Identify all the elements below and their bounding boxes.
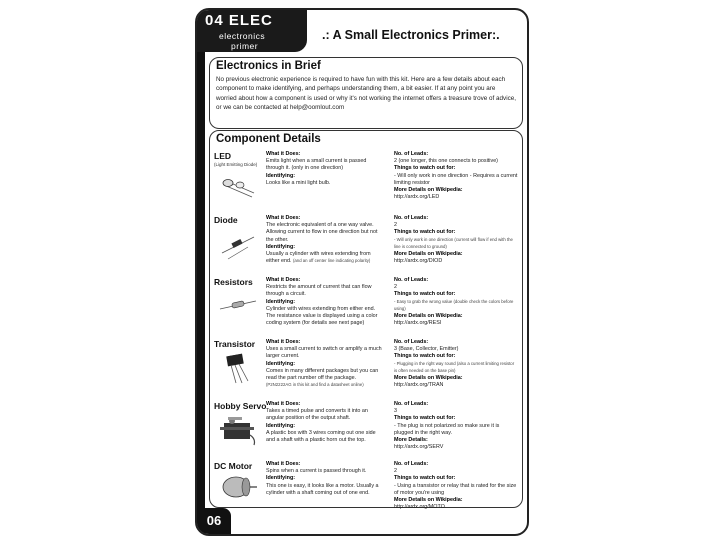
leads-label: No. of Leads: — [394, 461, 429, 467]
component-diode — [214, 215, 518, 275]
watch-label: Things to watch out for: — [394, 291, 456, 298]
section-sub-2: primer — [231, 41, 259, 51]
leads-label: No. of Leads: — [394, 151, 429, 157]
ident-text: Usually a cylinder with wires extending from either end. — [266, 251, 371, 265]
leads-column — [394, 401, 518, 451]
watch-text: - Easy to grab the wrong value (double check the colors before using) — [394, 298, 514, 311]
what-text: Spins when a current is passed through it. — [266, 468, 367, 475]
more-label: More Details on Wikipedia: — [394, 313, 463, 320]
what-text: Restricts the amount of current that can flow through a circuit. — [266, 284, 372, 298]
what-label: What it Does: — [266, 339, 301, 345]
what-column — [266, 151, 384, 187]
what-label: What it Does: — [266, 151, 301, 157]
what-label: What it Does: — [266, 401, 301, 407]
leads-column — [394, 215, 518, 265]
diode-icon — [218, 229, 258, 263]
more-label: More Details on Wikipedia: — [394, 375, 463, 382]
brief-text: No previous electronic experience is required to have fun with this kit. Here are a few details about each component to make identifying, and perhaps understanding them, a bit easier. If at any point you are worried about how a component is used or why it's not working the internet offers a treasure trove of advice, or we can be contacted at help@oomlout.com — [216, 76, 516, 112]
more-label: More Details: — [394, 437, 428, 444]
what-label: What it Does: — [266, 277, 301, 283]
component-resistors — [214, 277, 518, 337]
leads-label: No. of Leads: — [394, 339, 429, 345]
what-text: The electronic equivalent of a one way valve. Allowing current to flow in one direction but not the other. — [266, 222, 378, 243]
component-dc-motor — [214, 461, 518, 511]
leads-text: 3 — [394, 408, 397, 415]
more-link: http://ardx.org/MOTO — [394, 504, 445, 511]
resistor-icon — [218, 289, 258, 323]
leads-label: No. of Leads: — [394, 277, 429, 283]
what-column — [266, 277, 384, 327]
watch-text: - Will only work in one direction - Requires a current limiting resistor — [394, 172, 518, 186]
led-icon — [218, 171, 258, 205]
watch-label: Things to watch out for: — [394, 475, 456, 482]
watch-label: Things to watch out for: — [394, 353, 456, 360]
more-label: More Details on Wikipedia: — [394, 497, 463, 504]
component-transistor — [214, 339, 518, 399]
primer-page — [195, 8, 529, 536]
watch-label: Things to watch out for: — [394, 415, 456, 422]
ident-label: Identifying: — [266, 422, 296, 429]
details-box — [209, 130, 523, 511]
ident-label: Identifying: — [266, 243, 296, 250]
what-text: Emits light when a small current is passed through it. (only in one direction) — [266, 158, 367, 172]
leads-text: 2 — [394, 468, 397, 475]
component-name: Hobby Servo — [214, 401, 267, 411]
motor-icon — [218, 471, 258, 505]
more-link: http://ardx.org/RESI — [394, 320, 442, 327]
ident-label: Identifying: — [266, 475, 296, 482]
component-name: Diode — [214, 215, 238, 225]
more-link: http://ardx.org/TRAN — [394, 382, 444, 389]
watch-label: Things to watch out for: — [394, 165, 456, 172]
ident-extra: (P2N2222AG in this kit and find a datasheet online) — [266, 382, 364, 388]
component-name: LED — [214, 151, 231, 161]
leads-column — [394, 339, 518, 389]
what-column — [266, 215, 384, 265]
section-code: 04 ELEC — [205, 12, 273, 29]
leads-text: 2 — [394, 222, 397, 229]
section-sub-1: electronics — [219, 31, 266, 41]
more-label: More Details on Wikipedia: — [394, 187, 463, 194]
ident-text: This one is easy, it looks like a motor. Usually a cylinder with a shaft coming out of one end. — [266, 482, 379, 496]
leads-label: No. of Leads: — [394, 401, 429, 407]
what-label: What it Does: — [266, 461, 301, 467]
brief-title: Electronics in Brief — [216, 60, 321, 72]
what-column — [266, 401, 384, 444]
watch-text: - Using a transistor or relay that is rated for the size of motor you're using — [394, 482, 517, 496]
what-text: Takes a timed pulse and converts it into an angular position of the output shaft. — [266, 408, 368, 422]
component-hobby-servo — [214, 401, 518, 459]
ident-extra: (and an off center line indicating polarity) — [292, 258, 371, 264]
leads-column — [394, 277, 518, 327]
transistor-icon — [218, 351, 258, 385]
more-link: http://ardx.org/DIOD — [394, 258, 443, 265]
ident-label: Identifying: — [266, 360, 296, 367]
brief-box — [209, 57, 523, 129]
ident-label: Identifying: — [266, 298, 296, 305]
component-led — [214, 151, 518, 213]
watch-text: - Plugging in the right way round (also a current limiting resistor is often needed on the base pin) — [394, 360, 515, 373]
more-label: More Details on Wikipedia: — [394, 251, 463, 258]
ident-text: Comes in many different packages but you can read the part number off the package. — [266, 367, 379, 382]
page-title: .: A Small Electronics Primer:. — [322, 28, 500, 42]
more-link: http://ardx.org/SERV — [394, 444, 444, 451]
leads-column — [394, 461, 518, 511]
watch-label: Things to watch out for: — [394, 229, 456, 236]
what-text: Uses a small current to switch or amplify a much larger current. — [266, 346, 382, 360]
page-number: 06 — [197, 508, 231, 534]
ident-label: Identifying: — [266, 172, 296, 179]
component-name: Transistor — [214, 339, 256, 349]
component-note: (Light Emitting Diode) — [214, 162, 258, 167]
leads-text: 2 (one longer, this one connects to positive) — [394, 158, 498, 165]
ident-text: Cylinder with wires extending from either end. The resistance value is displayed using a color coding system (for details see next page) — [266, 305, 378, 327]
what-label: What it Does: — [266, 215, 301, 221]
more-link: http://ardx.org/LED — [394, 194, 440, 201]
leads-column — [394, 151, 518, 201]
what-column — [266, 339, 384, 389]
component-name: Resistors — [214, 277, 253, 287]
servo-icon — [218, 413, 258, 447]
leads-text: 2 — [394, 284, 397, 291]
ident-text: Looks like a mini light bulb. — [266, 179, 331, 186]
leads-label: No. of Leads: — [394, 215, 429, 221]
what-column — [266, 461, 384, 497]
details-title: Component Details — [216, 133, 321, 145]
ident-text: A plastic box with 3 wires coming out one side and a shaft with a plastic horn out the top. — [266, 429, 376, 444]
component-name: DC Motor — [214, 461, 253, 471]
watch-text: - The plug is not polarized so make sure it is plugged in the right way. — [394, 422, 500, 436]
header-tab — [197, 10, 307, 52]
page-sidebar-bar — [197, 10, 205, 534]
leads-text: 3 (Base, Collector, Emitter) — [394, 346, 459, 353]
watch-text: - Will only work in one direction (current will flow if end with the line is connected to ground) — [394, 236, 513, 249]
